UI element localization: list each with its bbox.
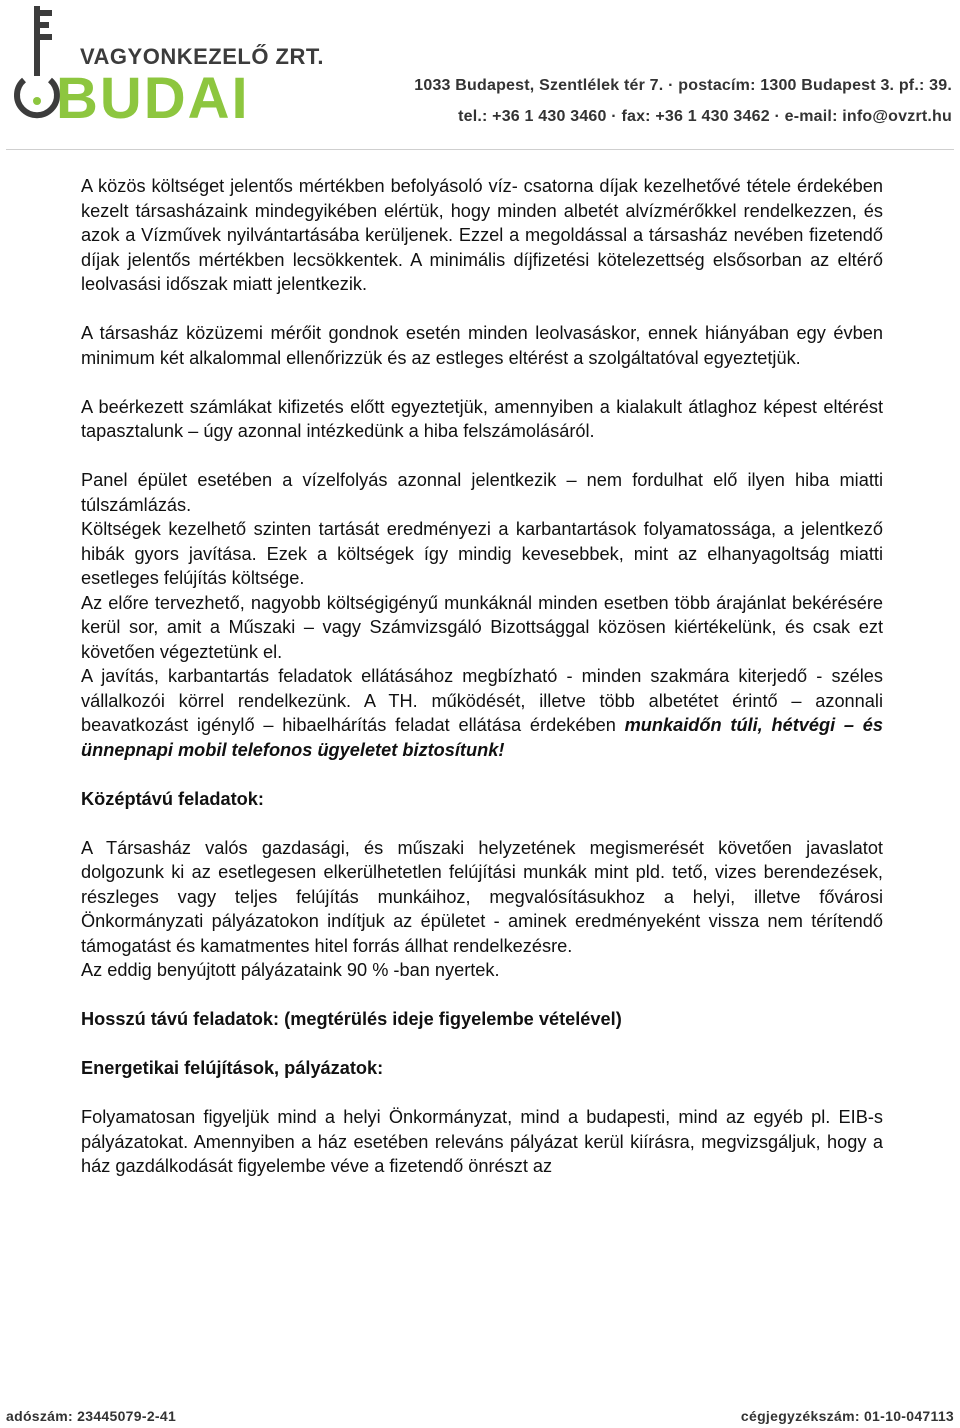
paragraph-tender-success: Az eddig benyújtott pályázataink 90 % -ban nyertek.	[81, 960, 500, 980]
paragraph-invoice-checks: A beérkezett számlákat kifizetés előtt egyeztetjük, amennyiben a kialakult átlaghoz képest eltérést tapasztalunk – úgy azonnal intézkedünk a hiba felszámolásáról.	[81, 396, 883, 441]
company-registration: cégjegyzékszám: 01-10-047113	[740, 1408, 954, 1424]
heading-energy: Energetikai felújítások, pályázatok:	[81, 1058, 384, 1078]
header-divider	[6, 149, 954, 150]
paragraph-meter-checks: A társasház közüzemi mérőit gondnok esetén minden leolvasáskor, ennek hiányában egy évben minimum két alkalommal ellenőrizzük és az estleges eltérést a szolgáltatóval egyeztetjük.	[81, 323, 883, 368]
tax-number: adószám: 23445079-2-41	[6, 1408, 177, 1424]
letterhead	[0, 0, 960, 150]
heading-long-term: Hosszú távú feladatok: (megtérülés ideje figyelembe vételével)	[81, 1009, 622, 1029]
company-brand: BUDAI	[56, 66, 250, 131]
company-contact: tel.: +36 1 430 3460 · fax: +36 1 430 3462 · e-mail: info@ovzrt.hu	[458, 108, 952, 125]
paragraph-tenders: Folyamatosan figyeljük mind a helyi Önkormányzat, mind a budapesti, mind az egyéb pl. EIB-s pályázatokat. Amennyiben a ház esetében releváns pályázat kerül kiírásra, megvizsgáljuk, hogy a ház gazdálkodását figyelembe véve a fizetendő önrészt az	[81, 1107, 883, 1176]
paragraph-water-costs: A közös költséget jelentős mértékben befolyásoló víz- csatorna díjak kezelhetővé tétele érdekében kezelt társasházaink mindegyikében elértük, hogy minden albetét alvízmérőkkel rendelkezzen, és azok a Vízművek nyilvántartásába kerüljenek. Ezzel a megoldással a társasház nevében fizetendő díjak jelentős mértékben lecsökkentek. A minimális díjfizetési kötelezettség elsősorban az eltérő leolvasási időszak miatt jelentkezik.	[81, 176, 883, 294]
on-call-emphasis: munkaidőn túli, hétvégi – és ünnepnapi mobil telefonos ügyeletet biztosítunk!	[81, 715, 884, 760]
heading-mid-term: Középtávú feladatok:	[81, 788, 264, 809]
contractors-text: A javítás, karbantartás feladatok ellátásához megbízható - minden szakmára kiterjedő - széles vállalkozói körrel rendelkezünk. A TH. működését, illetve több albetétet érintő – azonnali beavatkozást igénylő – hibaelhárítás feladat ellátása érdekében	[81, 666, 883, 735]
paragraph-maintenance: Költségek kezelhető szinten tartását eredményezi a karbantartások folyamatossága, a jelentkező hibák gyors javítása. Ezek a költségek így mindig kevesebbek, mint az elhanyagoltság miatti esetleges felújítás költsége.	[81, 519, 883, 588]
company-name: VAGYONKEZELŐ ZRT.	[80, 44, 324, 69]
paragraph-renovation: A Társasház valós gazdasági, és műszaki helyzetének megismerését követően javaslatot dolgozunk ki az esetlegesen elkerülhetetlen felújítási munkák mint pld. tető, vizes berendezések, részleges vagy teljes felújítás munkáihoz, megvalósításukhoz a helyi, illetve fővárosi Önkormányzati pályázatokon indítjuk az épületet - aminek eredményeként vissza nem térítendő támogatást és kamatmentes hitel forrás állhat rendelkezésre.	[81, 837, 883, 956]
paragraph-quotes: Az előre tervezhető, nagyobb költségigényű munkáknál minden esetben több árajánlat bekérésére kerül sor, amit a Műszaki – vagy Számvizsgáló Bizottsággal közösen kiértékelünk, és csak ezt követően végeztetünk el.	[81, 592, 883, 662]
paragraph-contractors	[81, 664, 883, 762]
company-address: 1033 Budapest, Szentlélek tér 7. · postacím: 1300 Budapest 3. pf.: 39.	[414, 77, 952, 94]
document-body	[81, 174, 883, 1179]
paragraph-panel-building: Panel épület esetében a vízelfolyás azonnal jelentkezik – nem fordulhat elő ilyen hiba miatti túlszámlázás.	[81, 470, 883, 515]
